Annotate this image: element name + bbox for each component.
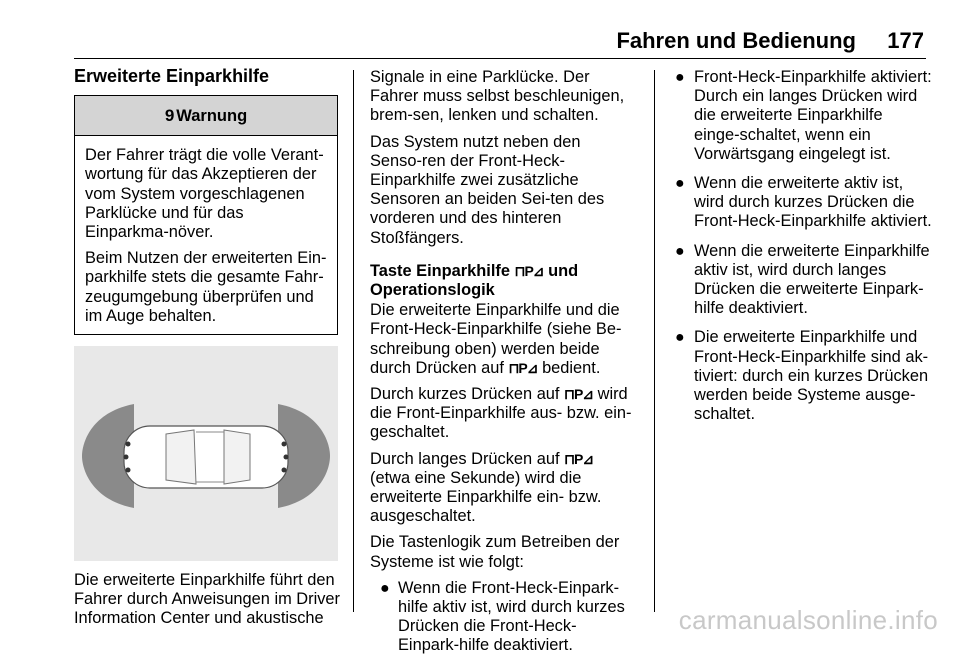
list-item-text: Wenn die erweiterte Einparkhilfe aktiv ist, wird durch langes Drücken die erweiterte Einpark-hilfe deaktiviert. — [694, 241, 930, 318]
warning-title: Warnung — [176, 107, 248, 125]
body-paragraph: Signale in eine Parklücke. Der Fahrer muss selbst beschleunigen, brem-sen, lenken und schalten. — [370, 68, 625, 125]
text-span: Durch langes Drücken auf — [370, 449, 560, 468]
warning-paragraph: Beim Nutzen der erweiterten Ein-parkhilfe stets die gesamte Fahr-zeugumgebung überprüfen und im Auge behalten. — [85, 249, 327, 325]
body-paragraph — [370, 450, 636, 527]
text-span: Durch kurzes Drücken auf — [370, 385, 560, 404]
list-item-text: Wenn die Front-Heck-Einpark-hilfe aktiv ist, wird durch kurzes Drücken die Front-Heck-Einpark-hilfe deaktiviert. — [398, 578, 625, 655]
list-item-text: Die erweiterte Einparkhilfe und Front-Heck-Einparkhilfe sind ak-tiviert: durch ein kurzes Drücken werden beide Systeme ausge-schaltet. — [694, 328, 929, 424]
watermark: carmanualsonline.info — [678, 605, 938, 635]
column-right — [672, 68, 932, 434]
bullet-icon: ● — [675, 69, 685, 86]
warning-icon: 9 — [164, 106, 175, 125]
warning-paragraph: Der Fahrer trägt die volle Verant-wortung für das Akzeptieren der vom System vorgeschlagenen Parklücke und für das Einparkma-növer. — [85, 146, 324, 242]
text-span: wird die Front-Einparkhilfe aus- bzw. ein-geschaltet. — [370, 385, 632, 442]
park-assist-icon: ⊓P⊿ — [564, 450, 594, 467]
body-paragraph: Die erweiterte Einparkhilfe führt den Fahrer durch Anweisungen im Driver Information Center und akustische — [74, 571, 341, 628]
column-left — [74, 65, 340, 636]
car-top-view-icon — [74, 346, 338, 561]
bullet-list — [672, 68, 932, 424]
warning-box — [74, 95, 338, 335]
park-assist-icon: ⊓P⊿ — [508, 359, 538, 376]
section-title: Erweiterte Einparkhilfe — [74, 66, 270, 86]
column-divider — [353, 70, 354, 612]
bullet-icon: ● — [675, 242, 685, 260]
body-paragraph: Die Tastenlogik zum Betreiben der Systeme ist wie folgt: — [370, 533, 620, 571]
park-assist-icon: ⊓P⊿ — [514, 262, 544, 279]
text-span: Die erweiterte Einparkhilfe und die Front-Heck-Einparkhilfe (siehe Be-schreibung oben) werden beide durch Drücken auf — [370, 301, 622, 377]
body-paragraph — [370, 301, 636, 378]
list-item — [370, 579, 636, 656]
list-item — [672, 328, 932, 424]
page-number: 177 — [887, 28, 924, 53]
bullet-list — [370, 579, 636, 656]
list-item — [672, 242, 932, 319]
subheading — [370, 262, 636, 300]
warning-header — [75, 96, 337, 136]
subheading-part: und Operationslogik — [370, 261, 579, 300]
bullet-icon: ● — [675, 175, 685, 193]
body-paragraph — [370, 385, 636, 443]
subheading-part: Taste Einparkhilfe — [370, 261, 510, 280]
text-span: (etwa eine Sekunde) wird die erweiterte Einparkhilfe ein- bzw. ausgeschaltet. — [370, 468, 602, 526]
list-item-text: Front-Heck-Einparkhilfe aktiviert: Durch ein langes Drücken wird die erweiterte Einparkhilfe einge-schaltet, wenn ein Vorwärtsgang eingelegt ist. — [694, 68, 932, 163]
column-divider — [654, 70, 655, 612]
page-header — [74, 24, 926, 59]
car-sensor-illustration — [74, 346, 338, 561]
header-title: Fahren und Bedienung — [616, 28, 856, 53]
body-paragraph: Das System nutzt neben den Senso-ren der Front-Heck-Einparkhilfe zwei zusätzliche Sensoren an beiden Sei-ten des vorderen und des hinteren Stoßfängers. — [370, 132, 605, 247]
bullet-icon: ● — [380, 579, 390, 597]
list-item-text: Wenn die erweiterte aktiv ist, wird durch kurzes Drücken die Front-Heck-Einparkhilfe aktiviert. — [694, 174, 932, 231]
column-middle — [370, 68, 636, 666]
list-item — [672, 174, 932, 232]
bullet-icon: ● — [675, 329, 685, 347]
list-item — [672, 68, 932, 164]
text-span: bedient. — [542, 358, 601, 377]
park-assist-icon: ⊓P⊿ — [564, 386, 594, 403]
warning-body — [75, 136, 337, 334]
